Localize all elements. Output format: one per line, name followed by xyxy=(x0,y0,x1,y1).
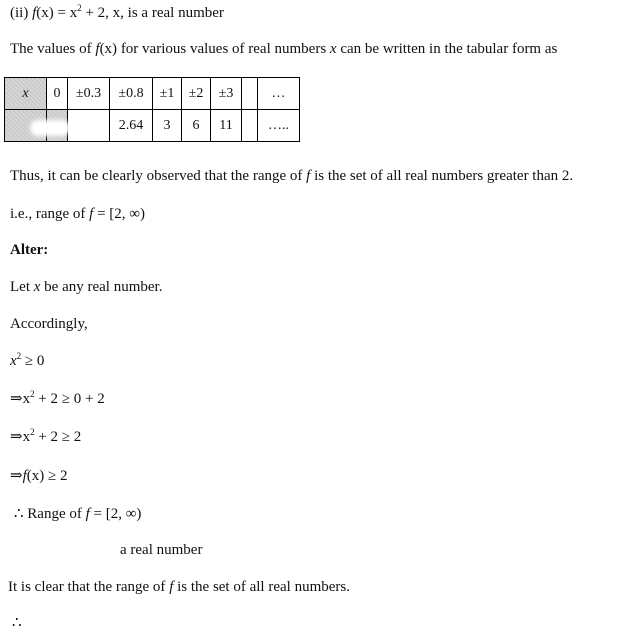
conclusion-text: It is clear that the range of f is the set of all real numbers. xyxy=(8,579,350,595)
step-3: $\Rightarrow x^2 + 2 \ge 2$ xyxy=(10,427,82,445)
table-cell: 6 xyxy=(182,110,211,142)
blur-patch xyxy=(30,120,70,136)
table-cell: 11 xyxy=(211,110,242,142)
table-cell: x xyxy=(5,78,47,110)
let-text: Let x be any real number. xyxy=(10,279,163,295)
therefore-symbol: ∴ xyxy=(12,615,22,631)
step-1: $x^2 \ge 0$ xyxy=(10,351,45,369)
observation-text: Thus, it can be clearly observed that the range of f is the set of all real numbers greater than 2. xyxy=(10,168,574,184)
table-cell: 0 xyxy=(47,78,68,110)
table-cell: ±1 xyxy=(153,78,182,110)
part-heading: (ii) $f(x) = x^2 + 2$, x, is a real number xyxy=(10,3,224,21)
table-cell: ±2 xyxy=(182,78,211,110)
table-cell: … xyxy=(258,78,300,110)
alter-heading: Alter: xyxy=(10,242,49,258)
table-cell: ….. xyxy=(258,110,300,142)
table-cell: 2.64 xyxy=(110,110,153,142)
range-statement: i.e., range of f = [2, ∞) xyxy=(10,206,145,222)
real-number-text: a real number xyxy=(120,542,203,558)
table-cell xyxy=(68,110,110,142)
table-cell: ±0.3 xyxy=(68,78,110,110)
table-cell xyxy=(242,110,258,142)
intro-text: The values of f(x) for various values of real numbers x can be written in the tabular form as xyxy=(10,41,558,57)
table-row-x xyxy=(5,78,300,110)
table-cell: 3 xyxy=(153,110,182,142)
step-4: ⇒f(x) ≥ 2 xyxy=(10,468,68,484)
table-cell: ±3 xyxy=(211,78,242,110)
accordingly-text: Accordingly, xyxy=(10,316,88,332)
therefore-range: ∴ Range of f = [2, ∞) xyxy=(14,506,142,522)
step-2: $\Rightarrow x^2 + 2 \ge 0 + 2$ xyxy=(10,389,105,407)
table-cell: ±0.8 xyxy=(110,78,153,110)
table-cell xyxy=(242,78,258,110)
